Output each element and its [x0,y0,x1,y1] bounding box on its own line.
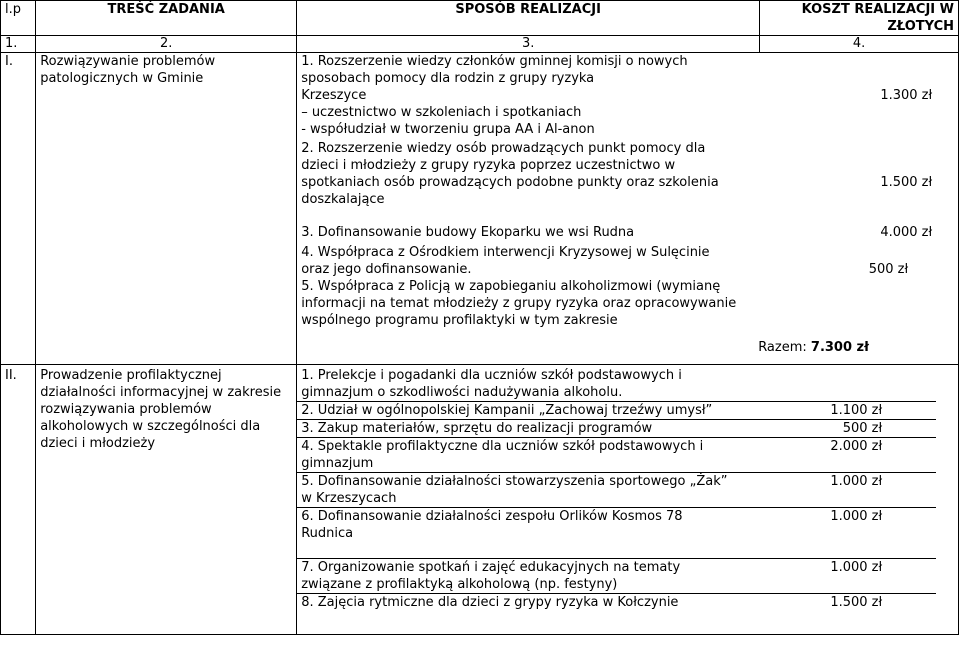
method-item [297,53,744,138]
section-row [1,365,959,635]
cost-value: 1.300 zł [880,88,933,103]
column-number-row [1,36,959,53]
section-number: I. [1,53,36,365]
method-text: 1. Rozszerzenie wiedzy członków gminnej komisji o nowych sposobach pomocy dla rodzin z grupy ryzyka [301,54,688,86]
cost-value: 500 zł [868,262,909,277]
method-item: 6. Dofinansowanie działalności zespołu Orlików Kosmos 78 Rudnica [297,508,737,559]
total [744,329,936,356]
cost-value: 1.100 zł [737,402,936,420]
cost-value [744,278,936,329]
cost-value [737,367,936,402]
header-method: SPOSÓB REALIZACJI [297,1,760,36]
section-details [297,53,959,365]
col-number-2: 2. [36,36,297,53]
method-item: 5. Dofinansowanie działalności stowarzyszenia sportowego „Żak” w Krzeszycach [297,473,737,508]
cost-value: 1.500 zł [830,595,883,610]
method-item: 8. Zajęcia rytmiczne dla dzieci z grypy ryzyka w Kołczynie [301,595,679,610]
header-row [1,1,959,36]
header-lp: l.p [1,1,36,36]
col-number-3: 3. [297,36,760,53]
section-title: Prowadzenie profilaktycznej działalności informacyjnej w zakresie rozwiązywania problemów alkoholowych w szczególności dla dzieci i młodzieży [36,365,297,635]
method-item: 3. Dofinansowanie budowy Ekoparku we wsi Rudna [301,225,635,240]
section-details [297,365,959,635]
method-item: 5. Współpraca z Policją w zapobieganiu alkoholizmowi (wymianę informacji na temat młodzieży z grupy ryzyka oraz opracowywanie wspólnego programu profilaktyki w tym zakresie [301,279,737,328]
cost-value: 1.000 zł [737,508,936,559]
header-cost: KOSZT REALIZACJI W ZŁOTYCH [760,1,959,36]
method-item: 2. Rozszerzenie wiedzy osób prowadzących punkt pomocy dla dzieci i młodzieży z grupy ryzyka poprzez uczestnictwo w spotkaniach osób prowadzących podobne punkty oraz szkolenia doszkalające [301,141,719,207]
section-number: II. [1,365,36,635]
method-text: – uczestnictwo w szkoleniach i spotkaniach [301,105,582,120]
cost-value: 500 zł [737,420,936,438]
method-item: 7. Organizowanie spotkań i zajęć edukacyjnych na tematy związane z profilaktyką alkoholową (np. festyny) [297,559,737,594]
method-item: 1. Prelekcje i pogadanki dla uczniów szkół podstawowych i gimnazjum o szkodliwości nadużywania alkoholu. [297,367,737,402]
method-item: 2. Udział w ogólnopolskiej Kampanii „Zachowaj trzeźwy umysł” [297,402,737,420]
method-item: 4. Współpraca z Ośrodkiem interwencji Kryzysowej w Sulęcinie oraz jego dofinansowanie. [301,245,710,277]
cost-value: 1.000 zł [737,473,936,508]
cost-value: 1.000 zł [737,559,936,594]
col-number-4: 4. [760,36,959,53]
col-number-1: 1. [1,36,36,53]
header-task: TREŚĆ ZADANIA [36,1,297,36]
total-value: 7.300 zł [810,340,869,355]
method-text: - współudział w tworzeniu grupa AA i Al-anon [301,122,595,137]
method-item: 4. Spektakle profilaktyczne dla uczniów szkół podstawowych i gimnazjum [297,438,737,473]
cost-value: 2.000 zł [737,438,936,473]
cost-value: 4.000 zł [880,225,933,240]
cost-value: 1.500 zł [880,175,933,190]
method-text: Krzeszyce [301,88,367,103]
section-title: Rozwiązywanie problemów patologicznych w Gminie [36,53,297,365]
method-item: 3. Zakup materiałów, sprzętu do realizacji programów [297,420,737,438]
section-row [1,53,959,365]
total-label: Razem: [758,340,811,355]
